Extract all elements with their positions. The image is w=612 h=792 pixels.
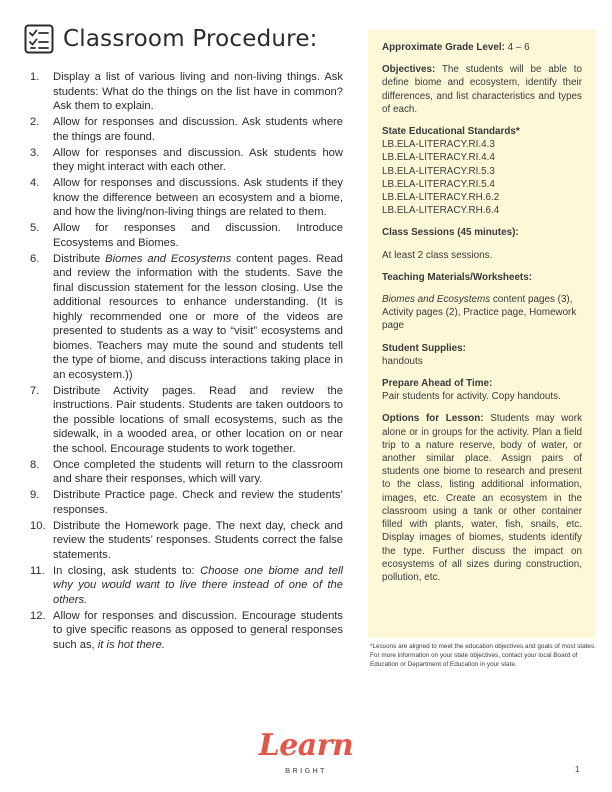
step-text-part: In closing, ask students to: [53, 564, 201, 577]
grade-level [382, 41, 582, 54]
procedure-step-12 [30, 609, 343, 653]
teaching-materials-text: content pages (3), Activity pages (2), Practice page, Homework page [382, 294, 577, 332]
step-number: 3. [30, 146, 40, 159]
procedure-step-7 [30, 384, 343, 457]
learn-bright-logo [254, 728, 358, 780]
step-number: 8. [30, 458, 40, 471]
step-number: 5. [30, 222, 40, 234]
prepare-ahead-text: Pair students for activity. Copy handouts. [382, 391, 561, 403]
procedure-step-5 [30, 221, 343, 250]
procedure-list [30, 70, 343, 654]
lesson-options-label: Options for Lesson: [382, 413, 484, 425]
procedure-step-9 [30, 488, 343, 517]
lesson-options [382, 412, 582, 584]
step-number: 6. [30, 252, 40, 265]
lesson-info-sidebar [368, 30, 596, 638]
page-number: 1 [575, 765, 580, 774]
class-sessions-text: At least 2 class sessions. [382, 249, 493, 261]
step-text [53, 564, 343, 608]
step-text-part: content pages. Read and review the information with the students. Save the final discussion statement for the lesson closing. Use the additional resources to enhance understanding. (It is highly recommended one or more of the videos are presented to students as a way to “visit” ecosystems and biomes. Teachers may mute the sound and students tell the type of biome, and discuss interactions taking place in an ecosystem.)) [53, 252, 343, 381]
logo-subtitle: BRIGHT [285, 768, 327, 775]
prepare-ahead-label: Prepare Ahead of Time: [382, 378, 493, 390]
step-text: Allow for responses and discussion. Ask students how they might interact with each other. [53, 146, 343, 173]
step-text-part: Allow for responses and discussion. Encourage students to give specific reasons as opposed to general responses such as, [53, 609, 343, 651]
step-text: Distribute the Homework page. The next day, check and review the students’ responses. Students correct the false statements. [53, 519, 343, 561]
step-text [53, 609, 343, 653]
standard-item: LB.ELA-LITERACY.RI.5.3 [382, 165, 495, 177]
student-supplies [382, 342, 582, 368]
standard-item: LB.ELA-LITERACY.RH.6.4 [382, 205, 500, 217]
standard-item: LB.ELA-LITERACY.RI.4.3 [382, 139, 495, 151]
state-standards-label: State Educational Standards* [382, 126, 520, 138]
procedure-step-4 [30, 176, 343, 220]
student-supplies-text: handouts [382, 355, 423, 367]
logo-wordmark: Learn [258, 728, 354, 763]
standards-footnote: *Lessons are aligned to meet the education objectives and goals of most states. For more information on your state objectives, contact your local Board of Education or Department of Education in your state. [370, 643, 596, 668]
step-text: Distribute Practice page. Check and review the students’ responses. [53, 489, 343, 516]
lesson-options-text: Students may work alone or in groups for the activity. Plan a field trip to a nature reserve, body of water, or another similar place. Assign pairs of students one biome to research and present to the class, listing additional information, images, etc. Create an ecosystem in the classroom using a tank or other container filled with plants, water, fish, snails, etc. Display images of biomes, students identify the type. Further discuss the impact on ecosystems of all sizes during construction, pollution, etc. [382, 413, 583, 583]
procedure-step-3 [30, 146, 343, 175]
procedure-step-10 [30, 519, 343, 563]
step-text: Once completed the students will return to the classroom and share their responses, which will vary. [53, 458, 343, 485]
procedure-step-2 [30, 115, 343, 144]
grade-level-value: 4 – 6 [504, 42, 530, 53]
step-number: 7. [30, 384, 40, 397]
standard-item: LB.ELA-LITERACY.RI.4.4 [382, 152, 495, 164]
checklist-icon [24, 24, 54, 54]
state-standards [382, 125, 582, 217]
step-number: 12. [30, 609, 46, 622]
step-number: 11. [30, 564, 45, 577]
step-text-emphasis: it is hot there. [97, 638, 165, 651]
step-number: 9. [30, 489, 40, 501]
objectives [382, 63, 582, 116]
procedure-step-6 [30, 252, 343, 383]
step-text: Distribute Activity pages. Read and review the instructions. Pair students. Students are taken outdoors to the possible locations of small ecosystems, such as the sidewalk, in a wooded area, or other location on or near the school. Encourage students to work together. [53, 384, 343, 455]
procedure-step-11 [30, 564, 343, 608]
step-text-emphasis: Choose one biome and tell why you would want to live there instead of one of the others. [53, 564, 343, 606]
step-text-part: Distribute [53, 252, 106, 265]
teaching-materials [382, 271, 582, 333]
step-text: Display a list of various living and non-living things. Ask students: What do the things on the list have in common? Ask them to explain. [53, 71, 343, 112]
grade-level-label: Approximate Grade Level: [382, 42, 505, 53]
step-number: 1. [30, 71, 40, 83]
teaching-materials-label: Teaching Materials/Worksheets: [382, 271, 532, 283]
student-supplies-label: Student Supplies: [382, 342, 466, 354]
step-text: Allow for responses and discussions. Ask students if they know the difference between an ecosystem and a biome, and how the living/non-living things are related to them. [53, 177, 343, 218]
standard-item: LB.ELA-LITERACY.RI.5.4 [382, 178, 495, 190]
class-sessions-label: Class Sessions (45 minutes): [382, 227, 519, 239]
standard-item: LB.ELA-LITERACY.RH.6.2 [382, 192, 500, 204]
prepare-ahead [382, 377, 582, 403]
page-title: Classroom Procedure: [63, 26, 318, 52]
step-number: 4. [30, 177, 40, 189]
class-sessions [382, 226, 582, 261]
step-text-emphasis: Biomes and Ecosystems [105, 252, 232, 265]
objectives-label: Objectives: [382, 64, 436, 76]
objectives-text: The students will be able to define biome and ecosystem, identify their differences, and list characteristics and types of each. [382, 64, 582, 115]
step-text: Allow for responses and discussion. Ask students where the things are found. [53, 116, 343, 143]
step-number: 2. [30, 116, 40, 128]
procedure-step-8 [30, 458, 343, 487]
teaching-materials-emphasis: Biomes and Ecosystems [382, 294, 491, 306]
procedure-step-1 [30, 70, 343, 114]
step-text [53, 252, 343, 383]
step-text: Allow for responses and discussion. Introduce Ecosystems and Biomes. [53, 222, 343, 249]
page-header [24, 24, 318, 54]
step-number: 10. [30, 519, 46, 532]
